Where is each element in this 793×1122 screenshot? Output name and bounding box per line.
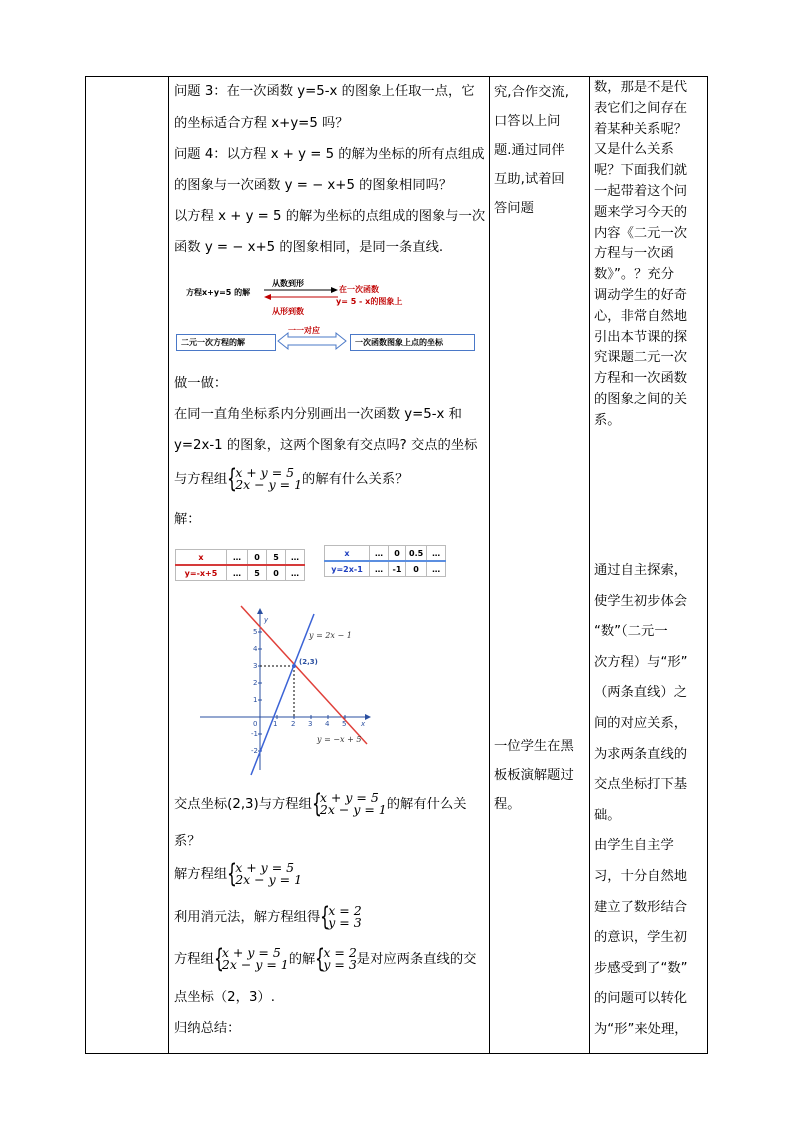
solution-x: x = 2 [328, 903, 362, 918]
equation-system: { x + y = 5 2x − y = 1 [227, 464, 303, 494]
table-cell: y=2x-1 [325, 561, 370, 577]
text-line: 数，那是不是代 [594, 80, 688, 95]
solution-x: x = 2 [323, 945, 357, 960]
design-intent-bottom [594, 556, 704, 1046]
text-line: 板板演解题过 [494, 768, 574, 783]
answer-line1: 以方程 x + y = 5 的解为坐标的点组成的图象与一次 [174, 209, 486, 224]
question4-line2: 的图象与一次函数 y = − x+5 的图象相同吗？ [174, 178, 453, 193]
table-cell: 5 [267, 550, 286, 566]
solution-y: y = 3 [323, 957, 357, 972]
table-col-border [589, 76, 590, 1054]
concept-diagram [176, 273, 476, 358]
text-line: 的意识，学生初 [594, 930, 688, 946]
table-cell: … [227, 565, 248, 581]
value-table-red [175, 549, 305, 581]
text-line: 通过自主探索， [594, 563, 688, 578]
table-cell: 0 [389, 546, 406, 562]
table-col-border [489, 76, 490, 1054]
equation-system: { x + y = 5 2x − y = 1 [213, 944, 289, 974]
text-line: 次方程）与“形” [594, 654, 688, 670]
table-cell: 0.5 [406, 546, 427, 562]
blue-line-label: y = 2x − 1 [309, 631, 352, 640]
text-line: 系。 [594, 412, 621, 428]
point-label: (2,3) [299, 658, 318, 666]
text-line: 互助,试着回 [494, 172, 565, 187]
intersection-point [292, 664, 296, 668]
text-line: 表它们之间存在 [594, 100, 688, 116]
tick-label: 3 [308, 720, 313, 728]
question3-line2: 的坐标适合方程 x+y=5 吗？ [174, 116, 349, 131]
table-cell: -1 [389, 561, 406, 577]
equation-system: { x + y = 5 2x − y = 1 [311, 789, 387, 819]
table-cell: … [370, 561, 389, 577]
text-line: 调动学生的好奇 [594, 287, 688, 303]
elimination-line [174, 903, 362, 933]
equation-1: x + y = 5 [235, 465, 295, 480]
table-cell: 5 [248, 565, 267, 581]
table-cell: … [286, 550, 305, 566]
student-activity-bottom [494, 732, 584, 819]
question-post: 的解有什么关 [386, 797, 467, 812]
tick-label: -1 [251, 730, 258, 738]
text-line: 一位学生在黑 [494, 739, 574, 754]
text-line: 为“形”来处理， [594, 1021, 688, 1037]
answer-line2: 函数 y = − x+5 的图象相同，是同一条直线. [174, 240, 444, 255]
text-line: 建立了数形结合 [594, 899, 688, 915]
equation-2: 2x − y = 1 [235, 872, 303, 887]
table-cell: 0 [267, 565, 286, 581]
tick-label: 3 [253, 662, 258, 670]
doit-line1: 在同一直角坐标系内分别画出一次函数 y=5-x 和 [174, 407, 462, 422]
table-cell: x [325, 546, 370, 562]
equation-2: 2x − y = 1 [221, 957, 289, 972]
text-line: 程。 [494, 797, 521, 812]
table-cell: … [427, 546, 446, 562]
final-line [174, 945, 476, 975]
text-line: 使学生初步体会 [594, 593, 688, 609]
question3-line1: 问题 3：在一次函数 y=5-x 的图象上任取一点，它 [174, 84, 475, 99]
tick-label: 1 [253, 696, 258, 704]
elimination-pre: 利用消元法，解方程组得 [174, 910, 321, 925]
question-line2: 系？ [174, 834, 201, 849]
value-table-blue [324, 545, 446, 577]
tick-label: -2 [251, 747, 258, 755]
equation-1: x + y = 5 [221, 945, 281, 960]
equation-2: 2x − y = 1 [235, 477, 303, 492]
tick-label: 5 [342, 720, 347, 728]
equation-system: { x + y = 5 2x − y = 1 [227, 859, 303, 889]
table-top-border [85, 76, 708, 77]
text-line: 题.通过同伴 [494, 143, 565, 158]
solve-pre: 解方程组 [174, 867, 228, 882]
origin-label: 0 [253, 720, 258, 728]
text-line: 究,合作交流, [494, 85, 569, 100]
design-intent-top [594, 78, 704, 432]
text-line: 的图象之间的关 [594, 391, 688, 407]
tick-label: 1 [273, 720, 278, 728]
diagram-left-label: 方程x+y=5 的解 [186, 288, 251, 297]
text-line: 内容《二元一次 [594, 225, 688, 241]
table-cell: y=-x+5 [176, 565, 227, 581]
y-axis-label: y [264, 616, 269, 624]
table-cell: … [286, 565, 305, 581]
equation-1: x + y = 5 [319, 790, 379, 805]
text-line: 着某种关系呢？ [594, 121, 688, 137]
solution-system: { x = 2 y = 3 [320, 902, 362, 932]
diagram-right-label-2: y= 5 - x的图象上 [336, 297, 403, 306]
tick-label: 2 [291, 720, 296, 728]
text-line: “数”（二元一 [594, 624, 668, 640]
table-col-border [168, 76, 169, 1054]
table-cell: 0 [248, 550, 267, 566]
text-line: 交点坐标打下基 [594, 777, 688, 793]
equation-1: x + y = 5 [235, 860, 295, 875]
text-line: 方程和一次函数 [594, 371, 688, 387]
equation-2: 2x − y = 1 [319, 802, 387, 817]
diagram-box-mid: 一一对应 [288, 326, 320, 335]
table-cell: … [227, 550, 248, 566]
text-line: （两条直线）之 [594, 685, 688, 701]
text-line: 又是什么关系 [594, 142, 674, 158]
text-line: 题来学习今天的 [594, 204, 688, 220]
diagram-box-right: 一次函数图象上点的坐标 [350, 334, 475, 351]
doit-line3 [174, 465, 408, 495]
question-pre: 交点坐标(2,3)与方程组 [174, 797, 312, 812]
text-line: 由学生自主学 [594, 838, 674, 854]
text-line: 的问题可以转化 [594, 991, 688, 1007]
solution-system: { x = 2 y = 3 [315, 944, 357, 974]
diagram-arrow-bottom-label: 从形到数 [272, 307, 304, 316]
diagram-right-label-1: 在一次函数 [339, 285, 379, 294]
table-bottom-border [85, 1053, 708, 1054]
doit-title: 做一做： [174, 376, 228, 391]
diagram-box-left: 二元一次方程的解 [176, 334, 276, 351]
doit-line3-pre: 与方程组 [174, 472, 228, 487]
text-line: 步感受到了“数” [594, 960, 688, 976]
tick-label: 2 [253, 679, 258, 687]
doit-line3-post: 的解有什么关系？ [302, 472, 409, 487]
text-line: 方程与一次函 [594, 246, 674, 262]
solution-label: 解： [174, 512, 201, 527]
text-line: 答问题 [494, 201, 534, 216]
text-line: 呢？下面我们就 [594, 163, 688, 179]
solution-y: y = 3 [328, 915, 362, 930]
summary-label: 归纳总结： [174, 1021, 241, 1036]
table-cell: … [427, 561, 446, 577]
text-line: 数》”。？充分 [594, 267, 675, 283]
text-line: 一起带着这个问 [594, 183, 688, 199]
x-axis-label: x [361, 720, 366, 728]
line-graph [195, 600, 375, 780]
text-line: 口答以上问 [494, 114, 561, 129]
final-line2: 点坐标（2，3）. [174, 990, 275, 1005]
tick-label: 4 [253, 645, 258, 653]
final-mid: 的解 [288, 952, 316, 967]
table-cell: x [176, 550, 227, 566]
table-col-border [707, 76, 708, 1054]
diagram-arrow-top-label: 从数到形 [272, 279, 304, 288]
text-line: 心，非常自然地 [594, 308, 688, 324]
student-activity-top [494, 78, 584, 223]
question-line1 [174, 790, 467, 820]
tick-label: 4 [325, 720, 330, 728]
question4-line1: 问题 4：以方程 x + y = 5 的解为坐标的所有点组成 [174, 147, 485, 162]
doit-line2: y=2x-1 的图象，这两个图象有交点吗? 交点的坐标 [174, 438, 478, 453]
text-line: 为求两条直线的 [594, 746, 688, 762]
table-cell: … [370, 546, 389, 562]
table-cell: 0 [406, 561, 427, 577]
solve-line [174, 860, 302, 890]
tick-label: 5 [253, 628, 258, 636]
red-line-label: y = −x + 5 [317, 735, 362, 744]
text-line: 引出本节课的探 [594, 329, 688, 345]
text-line: 间的对应关系， [594, 715, 688, 731]
text-line: 习，十分自然地 [594, 868, 688, 884]
text-line: 究课题二元一次 [594, 350, 688, 366]
text-line: 础。 [594, 807, 621, 823]
final-post: 是对应两条直线的交 [356, 952, 477, 967]
table-col-border [85, 76, 86, 1054]
final-pre: 方程组 [174, 952, 214, 967]
